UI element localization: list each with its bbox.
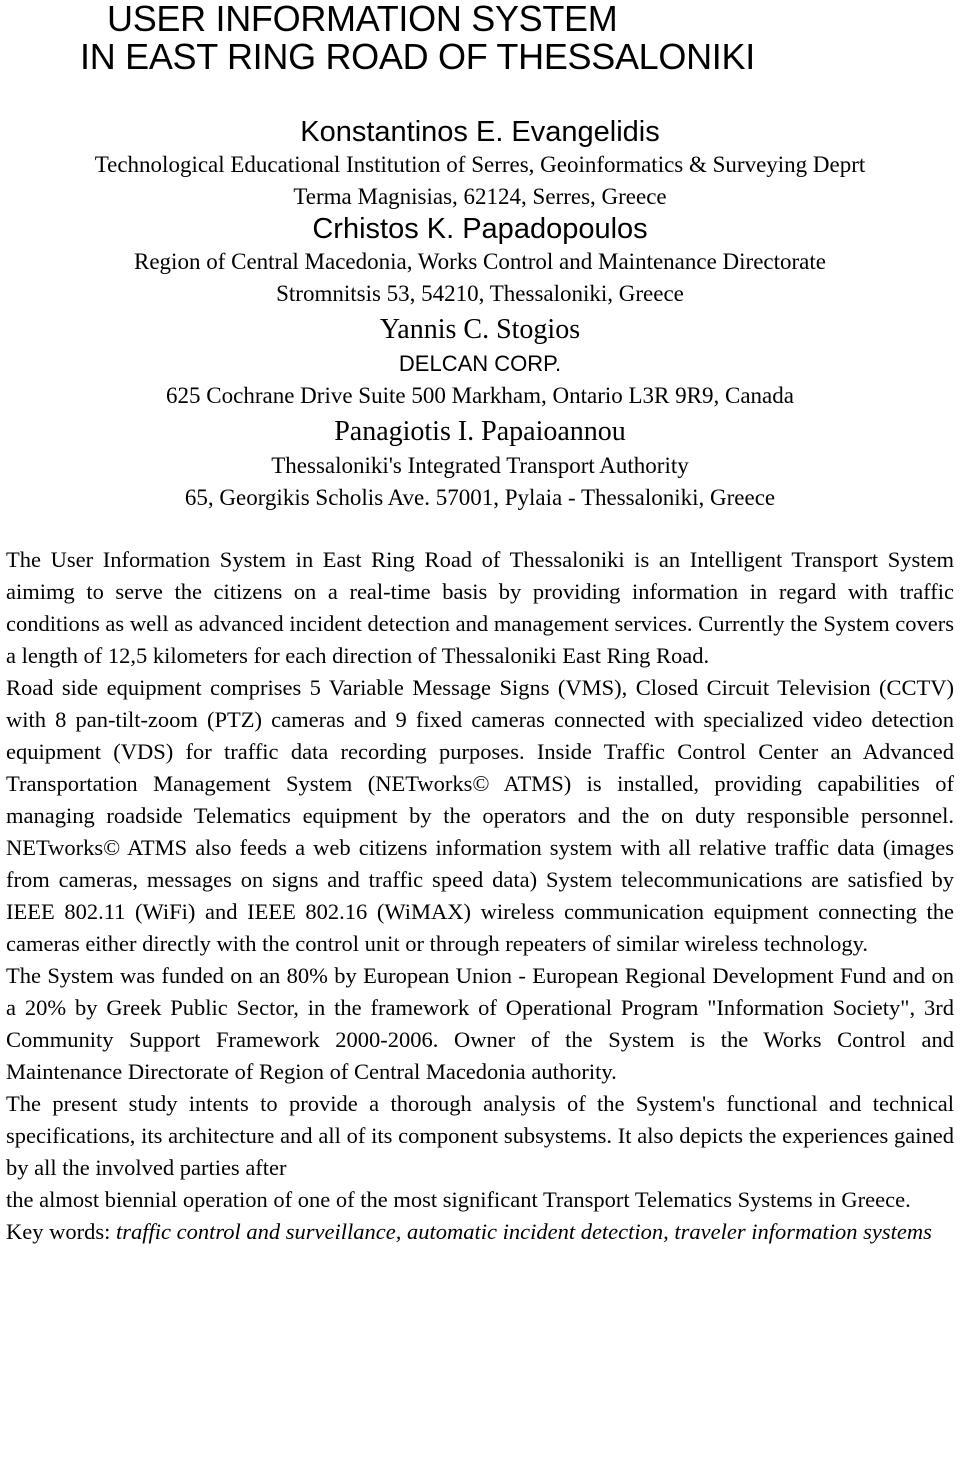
- abstract-paragraph-4a: The present study intents to provide a thorough analysis of the System's functional and technical specifications, its architecture and all of its component subsystems. It also depicts the experiences gained by all the involved parties after: [6, 1091, 954, 1180]
- keywords: [6, 1216, 954, 1248]
- title-line-2: IN EAST RING ROAD OF THESSALONIKI: [80, 36, 755, 77]
- author-affiliation: Technological Educational Institution of Serres, Geoinformatics & Surveying Deprt: [94, 152, 866, 177]
- abstract-paragraph-3: The System was funded on an 80% by European Union - European Regional Development Fund and on a 20% by Greek Public Sector, in the framework of Operational Program "Information Society", 3rd Community Support Framework 2000-2006. Owner of the System is the Works Control and Maintenance Directorate of Region of Central Macedonia authority.: [6, 963, 954, 1084]
- author-block: [0, 116, 960, 213]
- keywords-label: Key words:: [6, 1219, 111, 1244]
- author-affiliation: DELCAN CORP.: [398, 351, 562, 376]
- author-affiliation: Region of Central Macedonia, Works Control and Maintenance Directorate: [134, 249, 826, 274]
- abstract-paragraph-1: The User Information System in East Ring Road of Thessaloniki is an Intelligent Transport System aimimg to serve the citizens on a real-time basis by providing information in regard with traffic conditions as well as advanced incident detection and management services. Currently the System covers a length of 12,5 kilometers for each direction of Thessaloniki East Ring Road.: [6, 547, 954, 668]
- paper-title: [0, 0, 960, 76]
- author-name: Crhistos K. Papadopoulos: [312, 213, 648, 245]
- author-block: [0, 312, 960, 412]
- author-address: Stromnitsis 53, 54210, Thessaloniki, Greece: [276, 281, 684, 306]
- author-affiliation: Thessaloniki's Integrated Transport Authority: [271, 453, 689, 478]
- abstract: [6, 544, 954, 1248]
- author-block: [0, 414, 960, 514]
- abstract-paragraph-2: Road side equipment comprises 5 Variable Message Signs (VMS), Closed Circuit Television (CCTV) with 8 pan-tilt-zoom (PTZ) cameras and 9 fixed cameras connected with specialized video detection equipment (VDS) for traffic data recording purposes. Inside Traffic Control Center an Advanced Transportation Management System (NETworks© ATMS) is installed, providing capabilities of managing roadside Telematics equipment by the operators and the on duty responsible personnel. NETworks© ATMS also feeds a web citizens information system with all relative traffic data (images from cameras, messages on signs and traffic speed data) System telecommunications are satisfied by IEEE 802.11 (WiFi) and IEEE 802.16 (WiMAX) wireless communication equipment connecting the cameras either directly with the control unit or through repeaters of similar wireless technology.: [6, 675, 954, 956]
- author-name: Yannis C. Stogios: [379, 314, 581, 345]
- author-block: [0, 213, 960, 310]
- author-list: [0, 116, 960, 514]
- author-address: Terma Magnisias, 62124, Serres, Greece: [293, 184, 667, 209]
- author-name: Konstantinos E. Evangelidis: [300, 116, 660, 148]
- keywords-terms: traffic control and surveillance, automatic incident detection, traveler information systems: [115, 1219, 932, 1244]
- title-line-1: USER INFORMATION SYSTEM: [107, 0, 618, 39]
- abstract-paragraph-4b: the almost biennial operation of one of the most significant Transport Telematics Systems in Greece.: [6, 1187, 911, 1212]
- author-name: Panagiotis I. Papaioannou: [334, 416, 626, 447]
- author-address: 65, Georgikis Scholis Ave. 57001, Pylaia - Thessaloniki, Greece: [184, 485, 776, 510]
- author-address: 625 Cochrane Drive Suite 500 Markham, Ontario L3R 9R9, Canada: [166, 383, 794, 408]
